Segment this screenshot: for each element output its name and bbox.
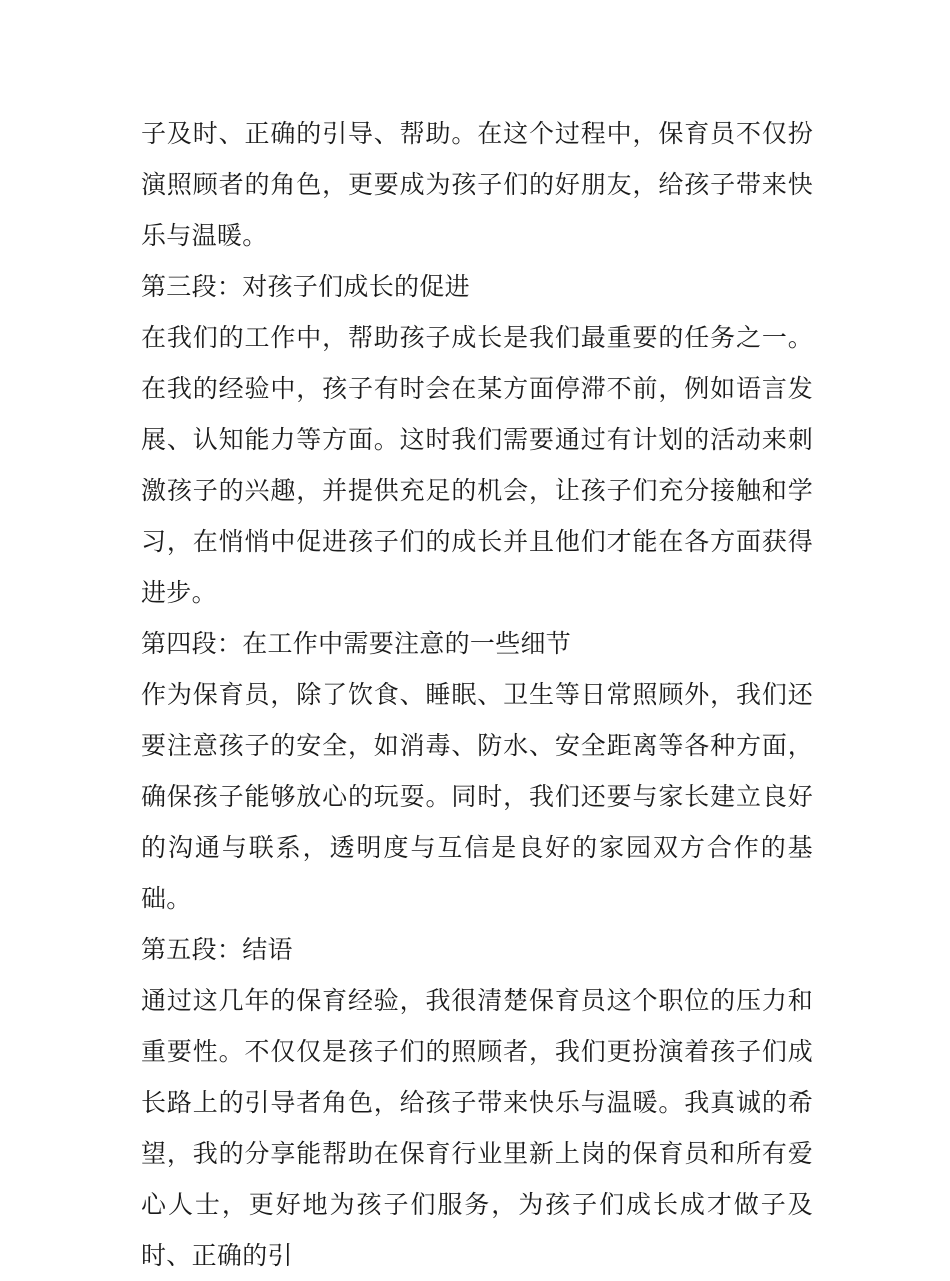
document-body	[141, 108, 813, 1281]
paragraph-intro-continuation: 子及时、正确的引导、帮助。在这个过程中，保育员不仅扮演照顾者的角色，更要成为孩子们的好朋友，给孩子带来快乐与温暖。	[141, 119, 813, 250]
paragraph-section-4: 作为保育员，除了饮食、睡眠、卫生等日常照顾外，我们还要注意孩子的安全，如消毒、防水、安全距离等各种方面，确保孩子能够放心的玩耍。同时，我们还要与家长建立良好的沟通与联系，透明度与互信是良好的家园双方合作的基础。	[141, 680, 813, 913]
section-heading-4: 第四段：在工作中需要注意的一些细节	[141, 629, 572, 658]
paragraph-section-5: 通过这几年的保育经验，我很清楚保育员这个职位的压力和重要性。不仅仅是孩子们的照顾者，我们更扮演着孩子们成长路上的引导者角色，给孩子带来快乐与温暖。我真诚的希望，我的分享能帮助在保育行业里新上岗的保育员和所有爱心人士，更好地为孩子们服务，为孩子们成长成才做子及时、正确的引	[141, 986, 813, 1270]
section-heading-5: 第五段：结语	[141, 935, 293, 964]
section-heading-3: 第三段：对孩子们成长的促进	[141, 272, 470, 301]
paragraph-section-3: 在我们的工作中，帮助孩子成长是我们最重要的任务之一。在我的经验中，孩子有时会在某方面停滞不前，例如语言发展、认知能力等方面。这时我们需要通过有计划的活动来刺激孩子的兴趣，并提供充足的机会，让孩子们充分接触和学习，在悄悄中促进孩子们的成长并且他们才能在各方面获得进步。	[141, 323, 813, 607]
